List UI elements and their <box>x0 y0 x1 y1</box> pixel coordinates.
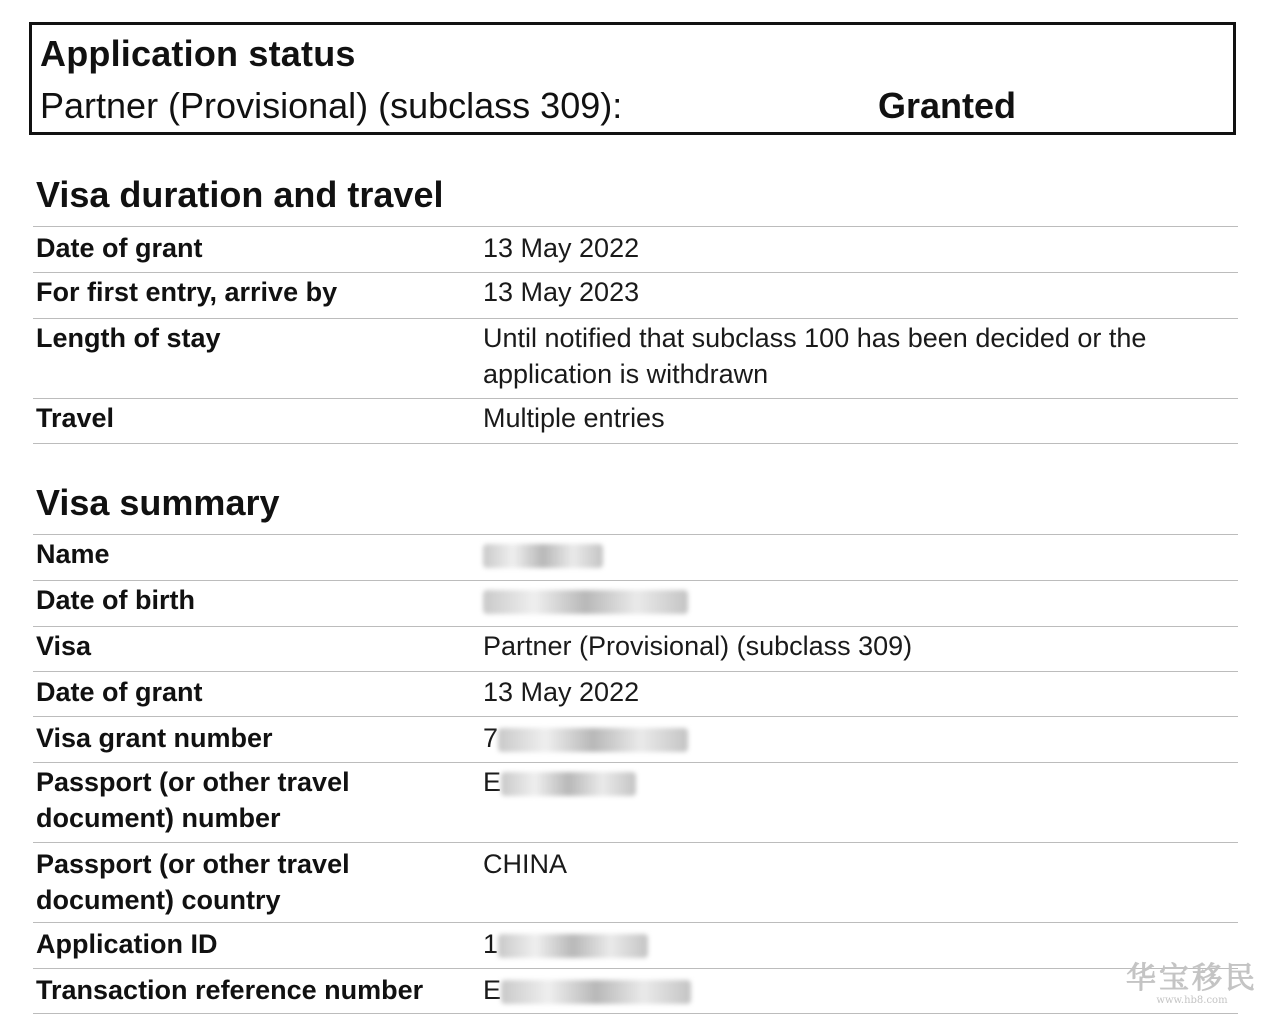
row-label: Name <box>36 539 110 569</box>
row-value <box>483 764 1233 800</box>
row-label: Date of grant <box>36 233 203 263</box>
row-label: Date of grant <box>36 677 203 707</box>
divider <box>33 762 1238 763</box>
row-label: Visa <box>36 631 92 661</box>
divider <box>33 968 1238 969</box>
application-status-label: Partner (Provisional) (subclass 309): <box>40 85 623 126</box>
divider <box>33 272 1238 273</box>
row-label: Visa grant number <box>36 723 273 753</box>
divider <box>33 318 1238 319</box>
watermark-logo <box>1126 953 1258 1006</box>
row-label: Transaction reference number <box>36 975 424 1005</box>
row-label: Passport (or other travel document) number <box>36 767 350 833</box>
divider <box>33 716 1238 717</box>
redacted-value <box>498 728 688 752</box>
row-value <box>483 720 1233 756</box>
row-value: 13 May 2022 <box>483 233 640 263</box>
row-value: 13 May 2022 <box>483 677 640 707</box>
row-value <box>483 926 1233 962</box>
visa-duration-title: Visa duration and travel <box>36 174 444 215</box>
row-label: Date of birth <box>36 585 195 615</box>
row-value: Partner (Provisional) (subclass 309) <box>483 631 913 661</box>
row-label: Passport (or other travel document) country <box>36 849 350 915</box>
redacted-value <box>501 980 691 1004</box>
row-value <box>483 582 1233 618</box>
row-value: Until notified that subclass 100 has been decided or the application is withdrawn <box>483 323 1147 389</box>
divider <box>33 671 1238 672</box>
application-status-box <box>29 22 1236 135</box>
watermark-name: 华宝移民 <box>1126 961 1258 996</box>
row-label: Travel <box>36 403 115 433</box>
divider <box>33 226 1238 227</box>
divider <box>33 922 1238 923</box>
row-value: 13 May 2023 <box>483 277 640 307</box>
row-label: For first entry, arrive by <box>36 277 338 307</box>
row-value: CHINA <box>483 849 568 879</box>
redacted-value <box>483 590 688 614</box>
row-label: Length of stay <box>36 323 221 353</box>
value-prefix: E <box>483 975 502 1005</box>
divider <box>33 398 1238 399</box>
value-prefix: 7 <box>483 723 499 753</box>
redacted-value <box>498 934 648 958</box>
divider <box>33 626 1238 627</box>
row-value: Multiple entries <box>483 403 665 433</box>
redacted-value <box>501 772 636 796</box>
application-status-value: Granted <box>878 85 1017 126</box>
watermark-url: www.hb8.com <box>1156 995 1228 1006</box>
visa-summary-title: Visa summary <box>36 482 280 523</box>
value-prefix: E <box>483 767 502 797</box>
row-label: Application ID <box>36 929 218 959</box>
redacted-value <box>483 544 603 568</box>
row-value <box>483 536 1233 572</box>
divider <box>33 1013 1238 1014</box>
application-status-title: Application status <box>40 33 356 74</box>
divider <box>33 534 1238 535</box>
value-prefix: 1 <box>483 929 499 959</box>
divider <box>33 580 1238 581</box>
divider <box>33 842 1238 843</box>
row-value <box>483 972 1233 1008</box>
divider <box>33 443 1238 444</box>
